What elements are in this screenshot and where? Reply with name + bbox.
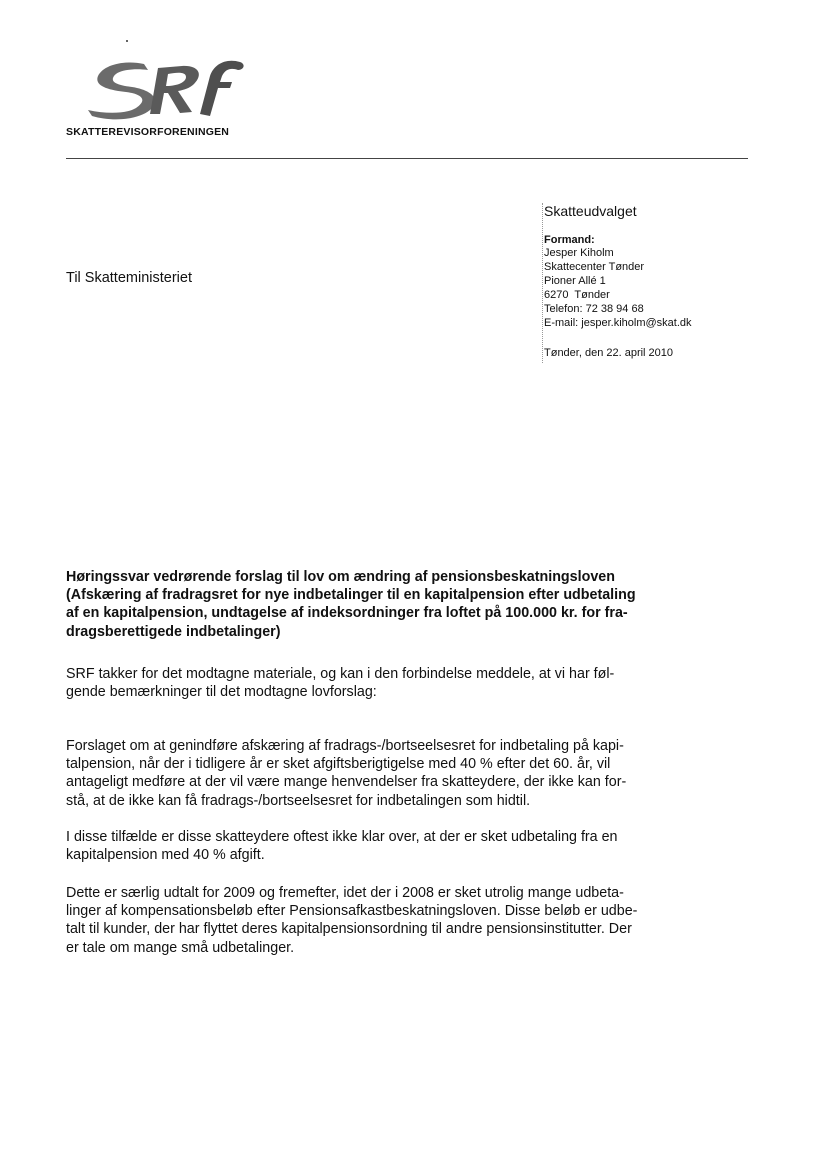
subject-line: Høringssvar vedrørende forslag til lov om ændring af pensionsbeskatningsloven (66, 569, 615, 585)
intro-paragraph (66, 665, 746, 701)
letter-date: Tønder, den 22. april 2010 (544, 347, 674, 360)
phone-number: Telefon: 72 38 94 68 (544, 302, 644, 315)
chair-name: Jesper Kiholm (544, 247, 614, 259)
scan-speck (126, 40, 128, 42)
srf-logo (66, 56, 256, 142)
srf-logo-mark (86, 56, 246, 126)
paragraph-line: linger af kompensationsbeløb efter Pensionsafkastbeskatningsloven. Disse beløb er udbe- (66, 903, 638, 920)
paragraph-line: Forslaget om at genindføre afskæring af fradrags-/bortseelsesret for indbetaling på kapi- (66, 738, 624, 754)
body-paragraph-3 (66, 884, 746, 957)
subject-heading (66, 568, 746, 641)
committee-name: Skatteudvalget (544, 203, 637, 219)
paragraph-line: SRF takker for det modtagne materiale, og kan i den forbindelse meddele, at vi har føl- (66, 666, 615, 682)
paragraph-line: I disse tilfælde er disse skatteydere oftest ikke klar over, at der er sket udbetaling fra en (66, 829, 618, 845)
paragraph-line: antageligt medføre at der vil være mange henvendelser fra skatteydere, der ikke kan for- (66, 774, 627, 791)
paragraph-line: talt til kunder, der har flyttet deres kapitalpensionsordning til andre pensionsinstitutter. Der (66, 921, 632, 938)
street-address: Pioner Allé 1 (544, 274, 606, 287)
organization-name: SKATTEREVISORFORENINGEN (66, 126, 230, 138)
body-paragraph-2 (66, 828, 746, 864)
header-divider (66, 158, 748, 159)
paragraph-line: er tale om mange små udbetalinger. (66, 939, 295, 956)
office-name: Skattecenter Tønder (544, 260, 645, 273)
subject-line: dragsberettigede indbetalinger) (66, 623, 281, 640)
sender-block (544, 203, 754, 360)
sender-block-margin-line (542, 203, 543, 363)
paragraph-line: Dette er særlig udtalt for 2009 og fremefter, idet der i 2008 er sket utrolig mange udbeta- (66, 885, 624, 901)
chair-label: Formand: (544, 234, 595, 246)
paragraph-line: gende bemærkninger til det modtagne lovforslag: (66, 684, 377, 701)
paragraph-line: stå, at de ikke kan få fradrags-/bortseelsesret for indbetalingen som hidtil. (66, 792, 531, 809)
email-address: E-mail: jesper.kiholm@skat.dk (544, 316, 692, 329)
recipient: Til Skatteministeriet (66, 270, 192, 286)
paragraph-line: kapitalpension med 40 % afgift. (66, 847, 265, 864)
subject-line: (Afskæring af fradragsret for nye indbetalinger til en kapitalpension efter udbetaling (66, 587, 636, 604)
body-paragraph-1 (66, 737, 746, 810)
subject-line: af en kapitalpension, undtagelse af indeksordninger fra loftet på 100.000 kr. for fra- (66, 605, 628, 622)
paragraph-line: talpension, når der i tidligere år er sket afgiftsberigtigelse med 40 % efter det 60. år, vil (66, 756, 611, 773)
postal-city: 6270 Tønder (544, 288, 610, 301)
